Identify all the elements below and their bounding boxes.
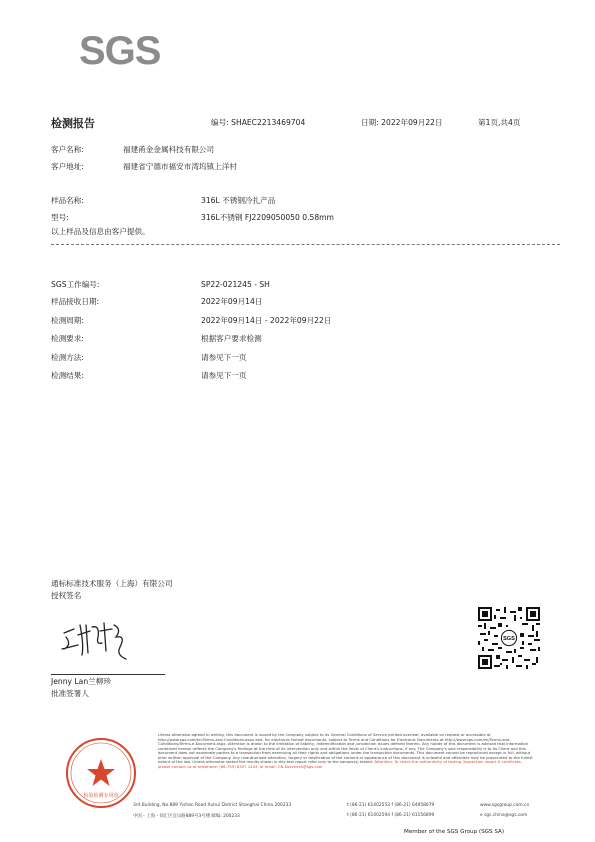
svg-text:检验检测专用章: 检验检测专用章 <box>83 793 119 799</box>
authorized-signature-label: 授权签名 <box>51 591 82 600</box>
phone-cn: t (86-21) 61402594 f (86-21) 61156899 <box>347 813 435 818</box>
job-no-label: SGS工作编号: <box>51 280 100 289</box>
sample-name-label: 样品名称: <box>51 196 84 205</box>
address-cn: 中国・上海・徐汇区宜山路889号3号楼 邮编: 200233 <box>133 814 240 819</box>
signature-line <box>51 674 165 675</box>
website: www.sgsgroup.com.cn <box>480 803 530 808</box>
contact-email: e sgs.china@sgs.com <box>480 813 528 818</box>
report-date: 日期: 2022年09月22日 <box>361 118 443 127</box>
test-period-value: 2022年09月14日 - 2022年09月22日 <box>201 316 332 325</box>
official-stamp <box>63 735 139 811</box>
signer-role: 批准签署人 <box>51 689 89 698</box>
received-date-label: 样品接收日期: <box>51 297 100 306</box>
client-address-value: 福建省宁德市福安市湾坞镇上洋村 <box>123 162 237 171</box>
signer-name: Jenny Lan兰柳珍 <box>51 677 111 686</box>
address-en: 3rd Building, No.889 Yishan Road Xuhui District Shanghai China 200233 <box>133 803 292 808</box>
authenticity-notice: Attention: To check the authenticity of testing /inspection report & certificate, please contact us at telephone: (86-755) 8307 1443, or email: CN.Doccheck@sgs.com <box>158 759 522 769</box>
test-method-label: 检测方法: <box>51 353 84 362</box>
sgs-logo: SGS <box>79 29 161 73</box>
sample-model-value: 316L不锈钢 FJ2209050050 0.58mm <box>201 213 334 222</box>
client-name-label: 客户名称: <box>51 145 84 154</box>
sample-model-label: 型号: <box>51 213 69 222</box>
test-requirement-value: 根据客户要求检测 <box>201 334 262 343</box>
company-name: 通标标准技术服务（上海）有限公司 <box>51 579 173 588</box>
member-note: Member of the SGS Group (SGS SA) <box>404 829 504 835</box>
test-method-value: 请参见下一页 <box>201 353 247 362</box>
phone-en: t (86-21) 61402553 f (86-21) 64958679 <box>347 803 435 808</box>
test-result-value: 请参见下一页 <box>201 371 247 380</box>
test-period-label: 检测周期: <box>51 316 84 325</box>
client-address-label: 客户地址: <box>51 162 84 171</box>
received-date-value: 2022年09月14日 <box>201 297 263 306</box>
qr-code <box>478 607 540 677</box>
test-result-label: 检测结果: <box>51 371 84 380</box>
handwritten-signature <box>60 615 140 665</box>
report-number: 编号: SHAEC2213469704 <box>211 118 306 127</box>
divider <box>51 244 560 245</box>
test-requirement-label: 检测要求: <box>51 334 84 343</box>
job-no-value: SP22-021245 - SH <box>201 280 270 289</box>
sample-note: 以上样品及信息由客户提供。 <box>51 227 150 236</box>
client-name-value: 福建甬金金属科技有限公司 <box>123 145 215 154</box>
qr-code-icon <box>478 607 540 669</box>
legal-disclaimer: Unless otherwise agreed in writing, this document is issued by the Company subject to its General Conditions of Service printed overleaf, available on request or accessible at http://www.sgs.com/en/Terms-and-Conditions.aspx and, for electronic format documents, subject to Terms and Conditions for Electronic Documents at http://www.sgs.com/en/Terms-and-Conditions/Terms-e-Document.aspx. Attention is drawn to the limitation of liability, indemnification and jurisdiction issues defined therein. Any holder of this document is advised that information contained hereon reflects the Company's findings at the time of its intervention only and within the limits of Client's instructions, if any. The Company's sole responsibility is to its Client and this document does not exonerate parties to a transaction from exercising all their rights and obligations under the transaction documents. This document cannot be reproduced except in full, without prior written approval of the Company. Any unauthorized alteration, forgery or falsification of the content or appearance of this document is unlawful and offenders may be prosecuted to the fullest extent of the law. Unless otherwise stated the results shown in this test report refer only to the sample(s) tested. Attention: To check the authenticity of testing /inspection report & certificate, please contact us at telephone: (86-755) 8307 1443, or email: CN.Doccheck@sgs.com <box>158 733 533 769</box>
page-indicator: 第1页,共4页 <box>478 118 521 127</box>
sample-name-value: 316L 不锈钢冷扎产品 <box>201 196 276 205</box>
report-title: 检测报告 <box>51 117 95 130</box>
svg-text:SGS: SGS <box>503 636 515 643</box>
